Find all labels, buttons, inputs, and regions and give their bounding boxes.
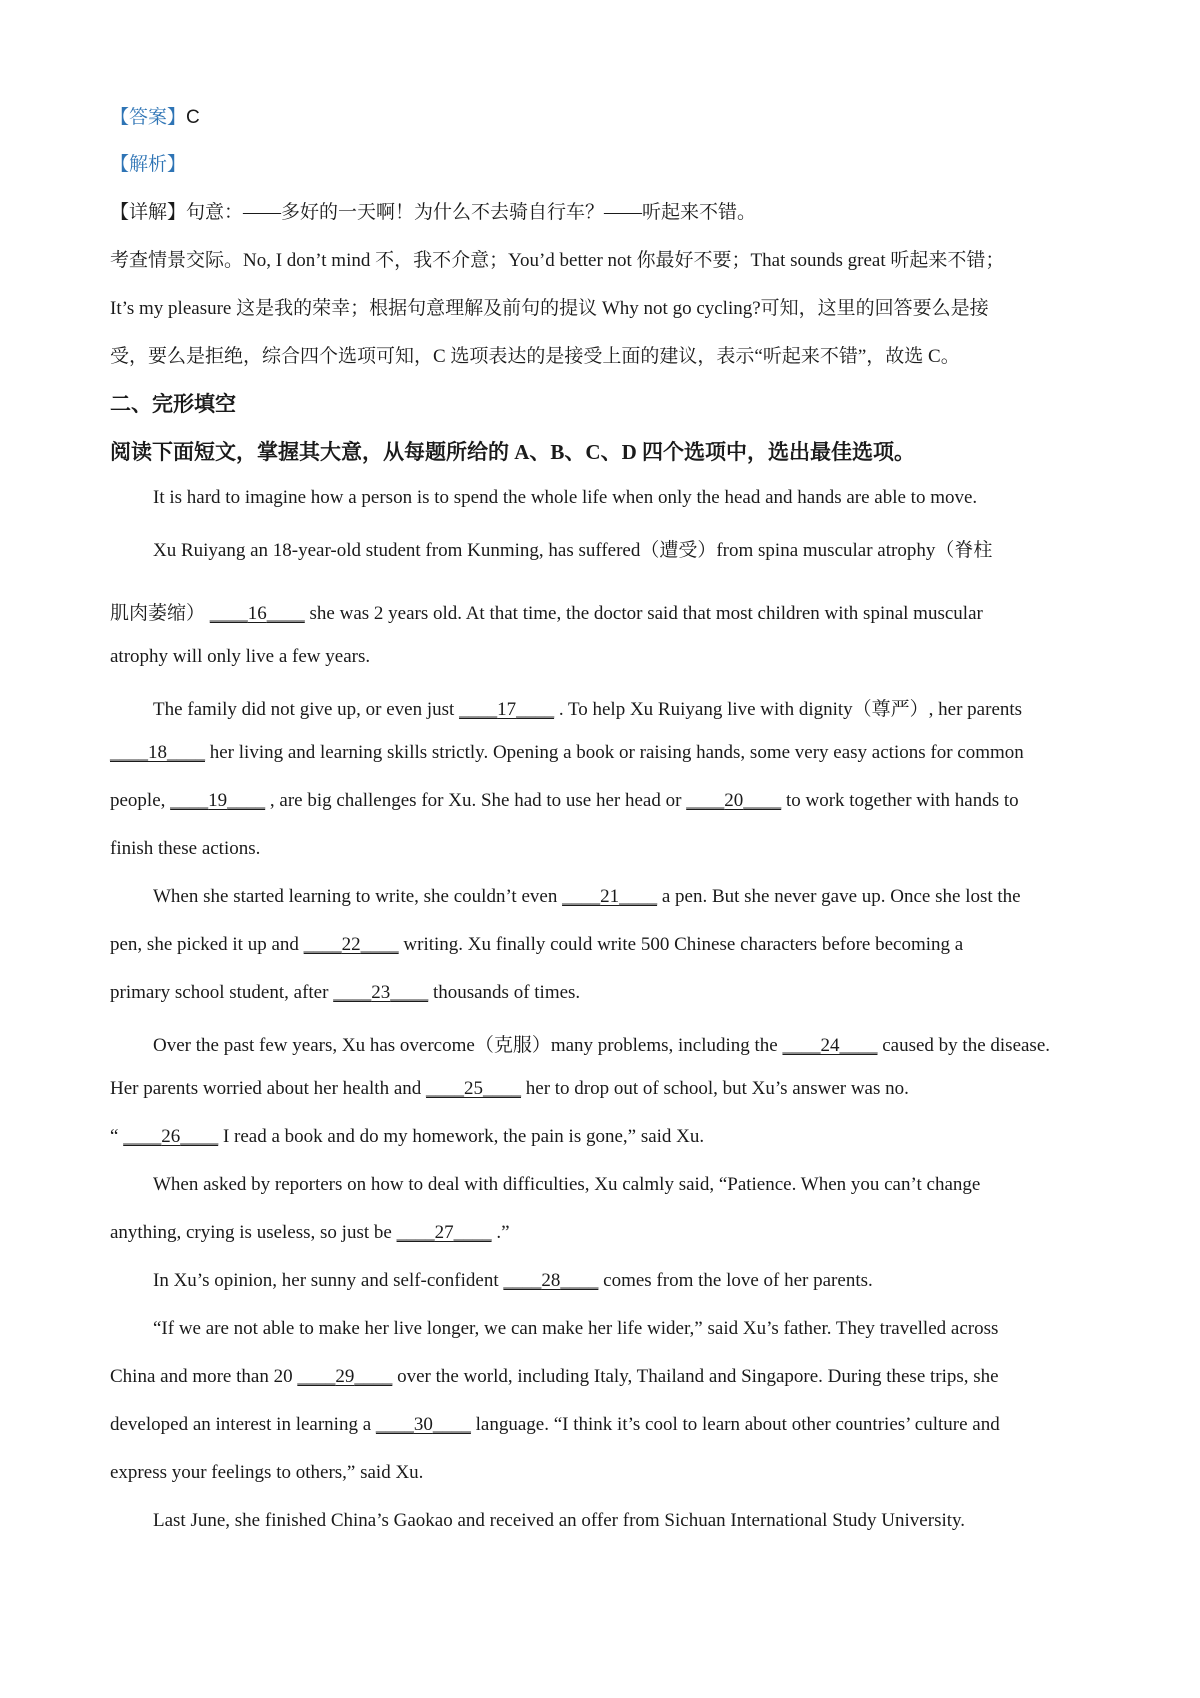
answer-line — [110, 102, 200, 129]
text-segment: over the world, including Italy, Thailand and Singapore. During these trips, she — [392, 1366, 999, 1387]
passage-paragraph-4-line-1 — [153, 886, 1021, 908]
text-segment: a pen. But she never gave up. Once she lost the — [657, 886, 1021, 907]
analysis-label: 【解析】 — [110, 154, 187, 175]
blank-17[interactable]: ____17____ — [459, 699, 555, 720]
text-segment: . To help Xu Ruiyang live with dignity（尊严）, her parents — [554, 699, 1023, 720]
passage-paragraph-3-line-2 — [110, 742, 1024, 764]
blank-18[interactable]: ____18____ — [110, 742, 205, 763]
passage-paragraph-2-line-2 — [110, 598, 983, 625]
passage-paragraph-1: It is hard to imagine how a person is to spend the whole life when only the head and hands are able to move. — [153, 487, 978, 508]
text-segment: her living and learning skills strictly. Opening a book or raising hands, some very easy actions for common — [205, 742, 1024, 763]
blank-25[interactable]: ____25____ — [426, 1078, 522, 1099]
text-segment: thousands of times. — [428, 982, 581, 1003]
answer-value: C — [186, 107, 200, 128]
blank-28[interactable]: ____28____ — [503, 1270, 599, 1291]
text-segment: writing. Xu finally could write 500 Chinese characters before becoming a — [398, 934, 964, 955]
passage-paragraph-8-line-3 — [110, 1414, 1000, 1436]
blank-23[interactable]: ____23____ — [333, 982, 429, 1003]
blank-22[interactable]: ____22____ — [303, 934, 399, 955]
text-segment: caused by the disease. — [877, 1035, 1051, 1056]
section-instruction: 阅读下面短文，掌握其大意，从每题所给的 A、B、C、D 四个选项中，选出最佳选项。 — [110, 440, 916, 464]
text-segment: language. “I think it’s cool to learn about other countries’ culture and — [470, 1414, 1000, 1435]
section-title: 二、完形填空 — [110, 392, 236, 416]
text-segment: , are big challenges for Xu. She had to use her head or — [265, 790, 687, 811]
text-segment: I read a book and do my homework, the pain is gone,” said Xu. — [218, 1126, 705, 1147]
passage-paragraph-6-line-1: When asked by reporters on how to deal with difficulties, Xu calmly said, “Patience. When you can’t change — [153, 1174, 981, 1195]
detail-line-3: It’s my pleasure 这是我的荣幸；根据句意理解及前句的提议 Why not go cycling?可知，这里的回答要么是接 — [110, 298, 989, 319]
blank-16[interactable]: ____16____ — [209, 603, 305, 624]
text-segment: China and more than 20 — [110, 1366, 298, 1387]
text-segment: Her parents worried about her health and — [110, 1078, 427, 1099]
passage-paragraph-4-line-2 — [110, 934, 963, 956]
blank-30[interactable]: ____30____ — [375, 1414, 471, 1435]
text-segment: primary school student, after — [110, 982, 334, 1003]
text-segment: In Xu’s opinion, her sunny and self-confident — [153, 1270, 504, 1291]
passage-paragraph-4-line-3 — [110, 982, 580, 1004]
passage-paragraph-2-line-3: atrophy will only live a few years. — [110, 646, 371, 667]
blank-19[interactable]: ____19____ — [170, 790, 266, 811]
passage-paragraph-8-line-4: express your feelings to others,” said Xu. — [110, 1462, 424, 1483]
text-segment: .” — [491, 1222, 510, 1243]
passage-paragraph-3-line-1 — [153, 694, 1022, 721]
passage-paragraph-3-line-4: finish these actions. — [110, 838, 261, 859]
passage-paragraph-3-line-3 — [110, 790, 1019, 812]
text-segment: her to drop out of school, but Xu’s answer was no. — [521, 1078, 909, 1099]
text-segment: “ — [110, 1126, 124, 1147]
text-segment: developed an interest in learning a — [110, 1414, 376, 1435]
answer-label: 【答案】 — [110, 107, 187, 128]
text-segment: pen, she picked it up and — [110, 934, 304, 955]
passage-paragraph-8-line-2 — [110, 1366, 999, 1388]
text-segment: comes from the love of her parents. — [598, 1270, 873, 1291]
text-segment: Over the past few years, Xu has overcome（克服）many problems, including the — [153, 1035, 783, 1056]
text-segment: she was 2 years old. At that time, the doctor said that most children with spinal muscular — [304, 603, 983, 624]
text-segment: people, — [110, 790, 171, 811]
detail-line-4: 受，要么是拒绝，综合四个选项可知，C 选项表达的是接受上面的建议，表示“听起来不错”，故选 C。 — [110, 346, 960, 367]
passage-paragraph-8-line-1: “If we are not able to make her live longer, we can make her life wider,” said Xu’s father. They travelled across — [153, 1318, 999, 1339]
blank-21[interactable]: ____21____ — [562, 886, 658, 907]
blank-27[interactable]: ____27____ — [396, 1222, 492, 1243]
blank-26[interactable]: ____26____ — [123, 1126, 219, 1147]
passage-paragraph-5-line-2 — [110, 1078, 909, 1100]
text-segment: 肌肉萎缩） — [110, 603, 206, 624]
text-segment: When she started learning to write, she couldn’t even — [153, 886, 563, 907]
text-segment: The family did not give up, or even just — [153, 699, 460, 720]
text-segment: to work together with hands to — [781, 790, 1019, 811]
passage-paragraph-9: Last June, she finished China’s Gaokao and received an offer from Sichuan International Study University. — [153, 1510, 966, 1531]
passage-paragraph-5-line-1 — [153, 1030, 1050, 1057]
detail-line-1: 【详解】句意：——多好的一天啊！为什么不去骑自行车？——听起来不错。 — [110, 202, 757, 223]
passage-paragraph-7 — [153, 1270, 873, 1292]
passage-paragraph-5-line-3 — [110, 1126, 704, 1148]
detail-line-2: 考查情景交际。No, I don’t mind 不，我不介意；You’d better not 你最好不要；That sounds great 听起来不错； — [110, 250, 1005, 271]
blank-24[interactable]: ____24____ — [782, 1035, 878, 1056]
passage-paragraph-6-line-2 — [110, 1222, 510, 1244]
blank-20[interactable]: ____20____ — [686, 790, 782, 811]
passage-paragraph-2-line-1: Xu Ruiyang an 18-year-old student from Kunming, has suffered（遭受）from spina muscular atrophy（脊柱 — [153, 540, 993, 561]
text-segment: anything, crying is useless, so just be — [110, 1222, 397, 1243]
blank-29[interactable]: ____29____ — [297, 1366, 393, 1387]
